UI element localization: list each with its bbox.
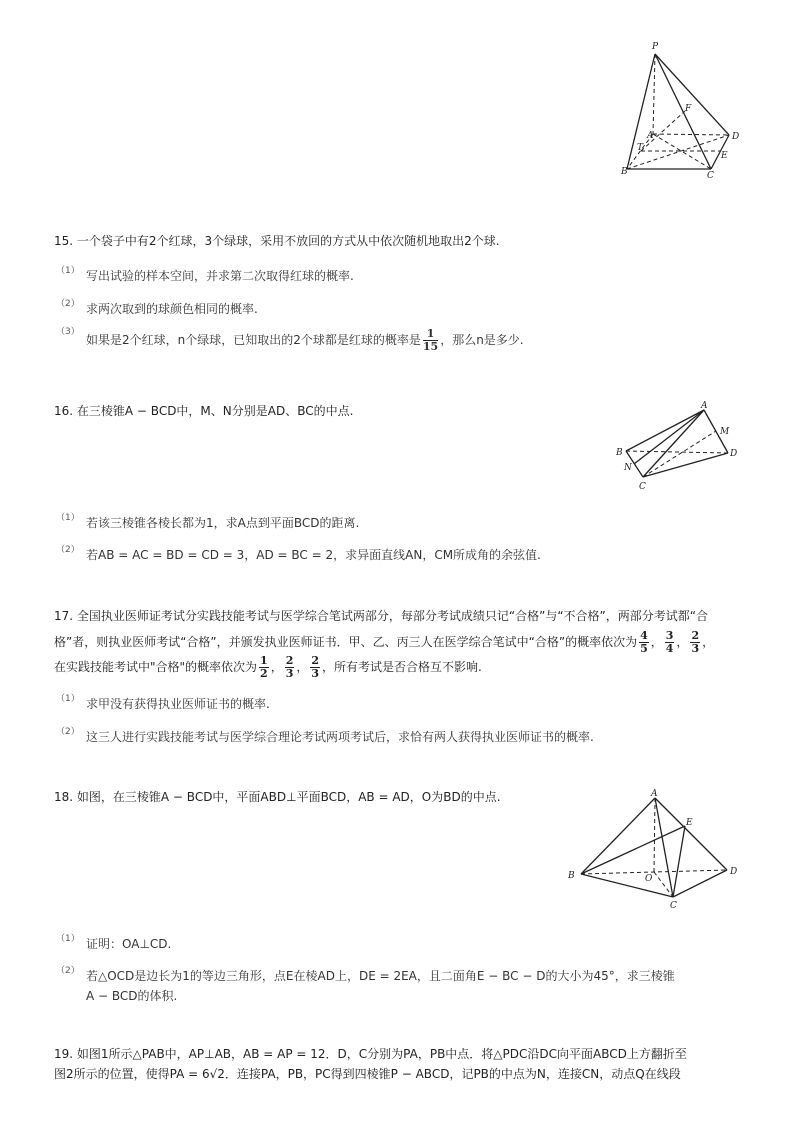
vertex-label-b: B (621, 167, 628, 177)
question-17-line-1: 17. 全国执业医师证考试分实践技能考试与医学综合笔试两部分，每部分考试成绩只记“合格”与“不合格”，两部分考试都“合 (54, 609, 708, 623)
vertex-label-e: E (686, 818, 693, 828)
question-19-line-1: 19. 如图1所示△PAB中，AP⊥AB，AB = AP = 12．D，C分别为PA，PB中点．将△PDC沿DC向平面ABCD上方翻折至 (54, 1047, 687, 1061)
question-17-line-3: 在实践技能考试中"合格"的概率依次为 $\frac{1}{2}$ ， $\frac{2}{3}$ ， $\frac{2}{3}$ ，所有考试是否合格互不影响. (54, 654, 482, 680)
vertex-label-a: A (651, 789, 658, 799)
vertex-label-o: O (645, 874, 653, 884)
vertex-label-n: N (624, 463, 632, 473)
question-19-line-2: 图2所示的位置，使得PA = 6√2．连接PA，PB，PC得到四棱锥P − ABCD，记PB的中点为N，连接CN，动点Q在线段 (54, 1067, 681, 1081)
question-15-title: 15. 一个袋子中有2个红球，3个绿球，采用不放回的方式从中依次随机地取出2个球. (54, 234, 500, 248)
vertex-label-b: B (616, 448, 623, 458)
question-16-title: 16. 在三棱锥A − BCD中，M、N分别是AD、BC的中点. (54, 404, 354, 418)
vertex-label-c: C (707, 171, 714, 181)
vertex-label-a: A (647, 131, 654, 141)
vertex-label-t: T (637, 143, 644, 153)
vertex-label-d: D (730, 867, 738, 877)
vertex-label-c: C (639, 482, 646, 492)
vertex-label-d: D (730, 449, 738, 459)
tetrahedron-figure-q18 (565, 786, 745, 911)
vertex-label-e: E (721, 151, 728, 161)
question-17-line-2: 格”者，则执业医师考试“合格”，并颁发执业医师证书．甲、乙、丙三人在医学综合笔试中“合格”的概率依次为 $\frac{4}{5}$ ， $\frac{3}{4}$ ， $\frac{2}{3}$ ， (54, 629, 715, 655)
tetrahedron-figure-q16 (612, 400, 742, 492)
fraction-1-15: $\frac{1}{15}$ (422, 327, 439, 353)
vertex-label-d: D (732, 132, 740, 142)
vertex-label-m: M (720, 427, 730, 437)
vertex-label-f: F (685, 104, 692, 114)
question-18-title: 18. 如图，在三棱锥A − BCD中，平面ABD⊥平面BCD，AB = AD，O为BD的中点. (54, 790, 501, 804)
vertex-label-c: C (670, 901, 677, 911)
pyramid-figure-q14 (615, 38, 745, 181)
vertex-label-a: A (701, 401, 708, 411)
vertex-label-p: P (652, 42, 659, 52)
vertex-label-b: B (568, 871, 575, 881)
